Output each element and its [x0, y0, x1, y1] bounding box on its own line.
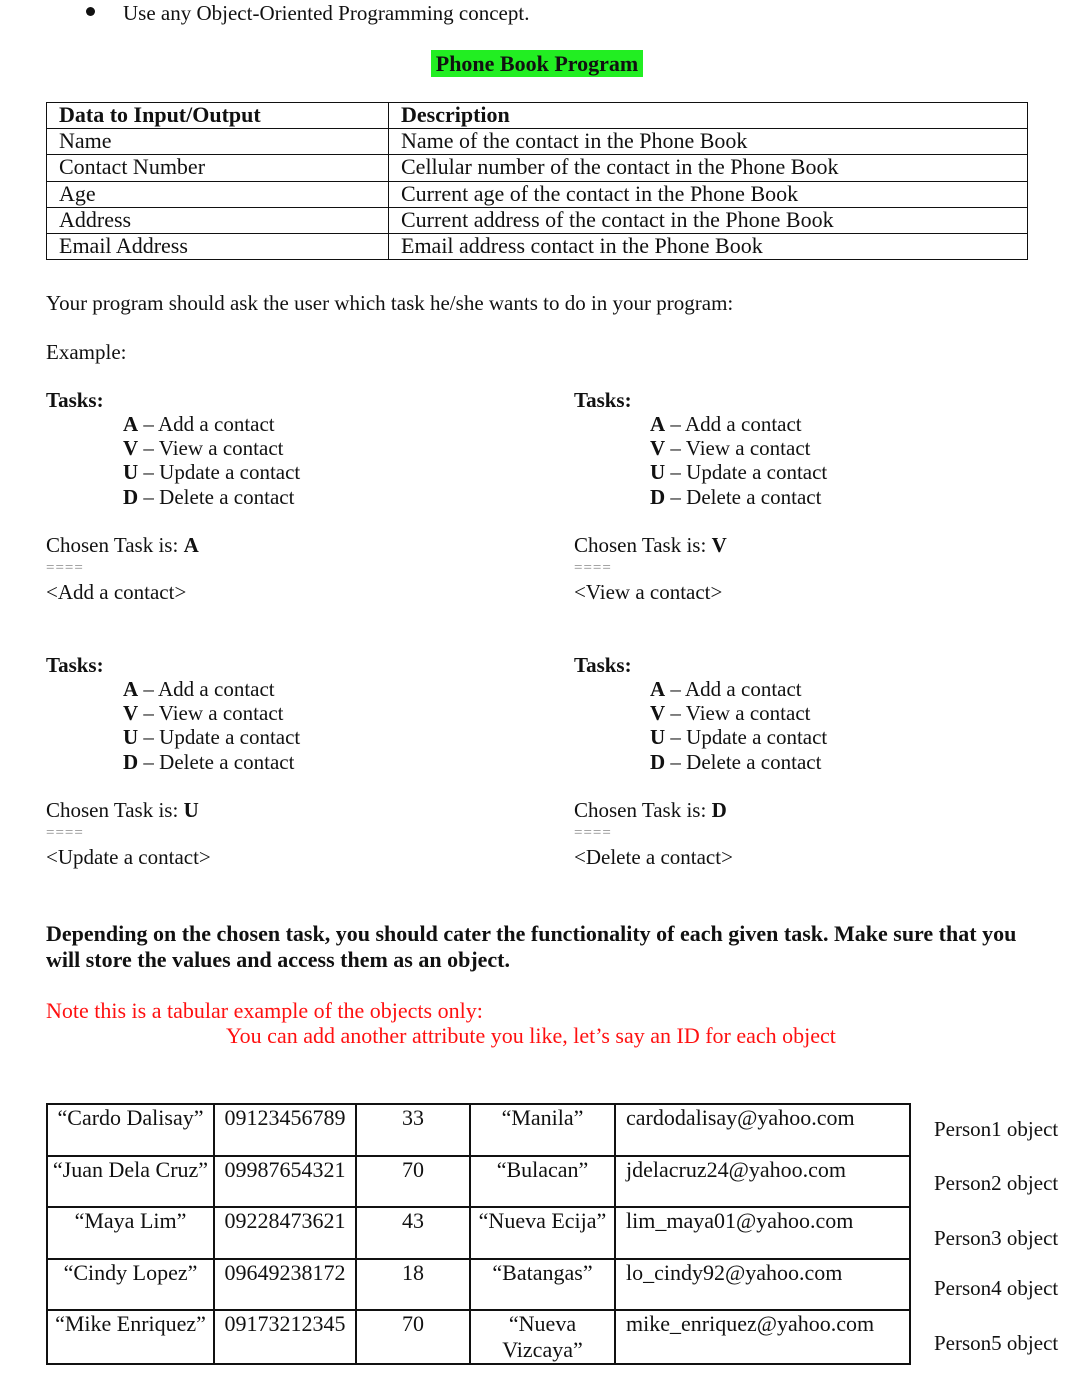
table-cell: Email Address: [47, 233, 389, 259]
instruction-text: Your program should ask the user which task he/she wants to do in your program:: [46, 291, 734, 315]
chosen-task: Chosen Task is: A: [46, 533, 199, 557]
objects-table: [46, 1103, 911, 1365]
bullet-icon: [86, 7, 95, 16]
object-contact: 09649238172: [214, 1259, 356, 1311]
table-cell: Current age of the contact in the Phone Book: [389, 181, 1028, 207]
task-item-update: U – Update a contact: [123, 460, 301, 485]
task-item-delete: D – Delete a contact: [123, 484, 295, 509]
task-item-update: U – Update a contact: [650, 460, 828, 485]
object-email: lo_cindy92@yahoo.com: [615, 1259, 910, 1311]
table-cell: Name of the contact in the Phone Book: [389, 129, 1028, 155]
example-label: Example:: [46, 340, 127, 364]
task-list: [123, 412, 300, 509]
separator: ====: [574, 825, 612, 841]
task-item-delete: D – Delete a contact: [650, 484, 822, 509]
object-name: “Juan Dela Cruz”: [47, 1156, 214, 1208]
task-result: <Update a contact>: [46, 845, 211, 869]
separator: ====: [574, 560, 612, 576]
task-item-update: U – Update a contact: [650, 725, 828, 750]
separator: ====: [46, 560, 84, 576]
object-contact: 09173212345: [214, 1310, 356, 1364]
chosen-task: Chosen Task is: V: [574, 533, 727, 557]
object-age: 33: [356, 1104, 470, 1156]
task-item-add: A – Add a contact: [650, 677, 802, 701]
note-line-2: You can add another attribute you like, let’s say an ID for each object: [226, 1023, 836, 1048]
task-item-delete: D – Delete a contact: [650, 749, 822, 774]
object-contact: 09228473621: [214, 1207, 356, 1259]
task-list: [123, 677, 300, 774]
object-address: “Nueva Vizcaya”: [470, 1310, 615, 1364]
table-cell: Cellular number of the contact in the Phone Book: [389, 155, 1028, 181]
object-label: Person2 object: [934, 1171, 1059, 1195]
task-item-view: V – View a contact: [123, 701, 284, 726]
task-result: <Delete a contact>: [574, 845, 733, 869]
chosen-task: Chosen Task is: U: [46, 798, 199, 822]
table-cell: Age: [47, 181, 389, 207]
table-row: [47, 155, 1028, 181]
table-row: [47, 1207, 910, 1259]
task-item-view: V – View a contact: [123, 436, 284, 461]
object-age: 18: [356, 1259, 470, 1311]
object-label: Person5 object: [934, 1331, 1059, 1355]
table-cell: Address: [47, 207, 389, 233]
task-list: [650, 412, 827, 509]
task-item-add: A – Add a contact: [650, 412, 802, 436]
table-cell: Name: [47, 129, 389, 155]
table-row: [47, 1104, 910, 1156]
tasks-label: Tasks:: [574, 388, 632, 412]
object-label: Person1 object: [934, 1117, 1059, 1141]
object-contact: 09123456789: [214, 1104, 356, 1156]
table-cell: Email address contact in the Phone Book: [389, 233, 1028, 259]
table-row: [47, 1156, 910, 1208]
object-email: cardodalisay@yahoo.com: [615, 1104, 910, 1156]
object-address: “Bulacan”: [470, 1156, 615, 1208]
object-name: “Cindy Lopez”: [47, 1259, 214, 1311]
spec-table-header: [47, 103, 1028, 129]
task-result: <View a contact>: [574, 580, 723, 604]
task-item-view: V – View a contact: [650, 701, 811, 726]
object-contact: 09987654321: [214, 1156, 356, 1208]
object-name: “Cardo Dalisay”: [47, 1104, 214, 1156]
table-row: [47, 129, 1028, 155]
table-cell: Current address of the contact in the Phone Book: [389, 207, 1028, 233]
note-line-1: Note this is a tabular example of the objects only:: [46, 998, 483, 1023]
requirement-paragraph: Depending on the chosen task, you should cater the functionality of each given task. Make sure that you will store the values and access them as an object.: [46, 921, 1017, 972]
task-result: <Add a contact>: [46, 580, 187, 604]
table-cell: Contact Number: [47, 155, 389, 181]
table-row: [47, 233, 1028, 259]
object-age: 43: [356, 1207, 470, 1259]
object-label: Person3 object: [934, 1226, 1059, 1250]
table-row: [47, 1310, 910, 1364]
object-email: jdelacruz24@yahoo.com: [615, 1156, 910, 1208]
spec-header-cell: Data to Input/Output: [47, 103, 389, 129]
bullet-text: Use any Object-Oriented Programming concept.: [123, 1, 530, 25]
object-email: mike_enriquez@yahoo.com: [615, 1310, 910, 1364]
task-item-add: A – Add a contact: [123, 677, 275, 701]
object-address: “Batangas”: [470, 1259, 615, 1311]
chosen-task: Chosen Task is: D: [574, 798, 727, 822]
spec-table: [46, 102, 1028, 260]
object-name: “Maya Lim”: [47, 1207, 214, 1259]
object-age: 70: [356, 1156, 470, 1208]
task-list: [650, 677, 827, 774]
object-age: 70: [356, 1310, 470, 1364]
task-item-view: V – View a contact: [650, 436, 811, 461]
table-row: [47, 1259, 910, 1311]
task-item-add: A – Add a contact: [123, 412, 275, 436]
tasks-label: Tasks:: [46, 388, 104, 412]
tasks-label: Tasks:: [46, 653, 104, 677]
tasks-label: Tasks:: [574, 653, 632, 677]
separator: ====: [46, 825, 84, 841]
page-title: Phone Book Program: [431, 50, 643, 77]
task-item-update: U – Update a contact: [123, 725, 301, 750]
object-address: “Nueva Ecija”: [470, 1207, 615, 1259]
object-name: “Mike Enriquez”: [47, 1310, 214, 1364]
object-email: lim_maya01@yahoo.com: [615, 1207, 910, 1259]
spec-header-cell: Description: [389, 103, 1028, 129]
task-item-delete: D – Delete a contact: [123, 749, 295, 774]
table-row: [47, 181, 1028, 207]
table-row: [47, 207, 1028, 233]
object-label: Person4 object: [934, 1276, 1059, 1300]
object-address: “Manila”: [470, 1104, 615, 1156]
